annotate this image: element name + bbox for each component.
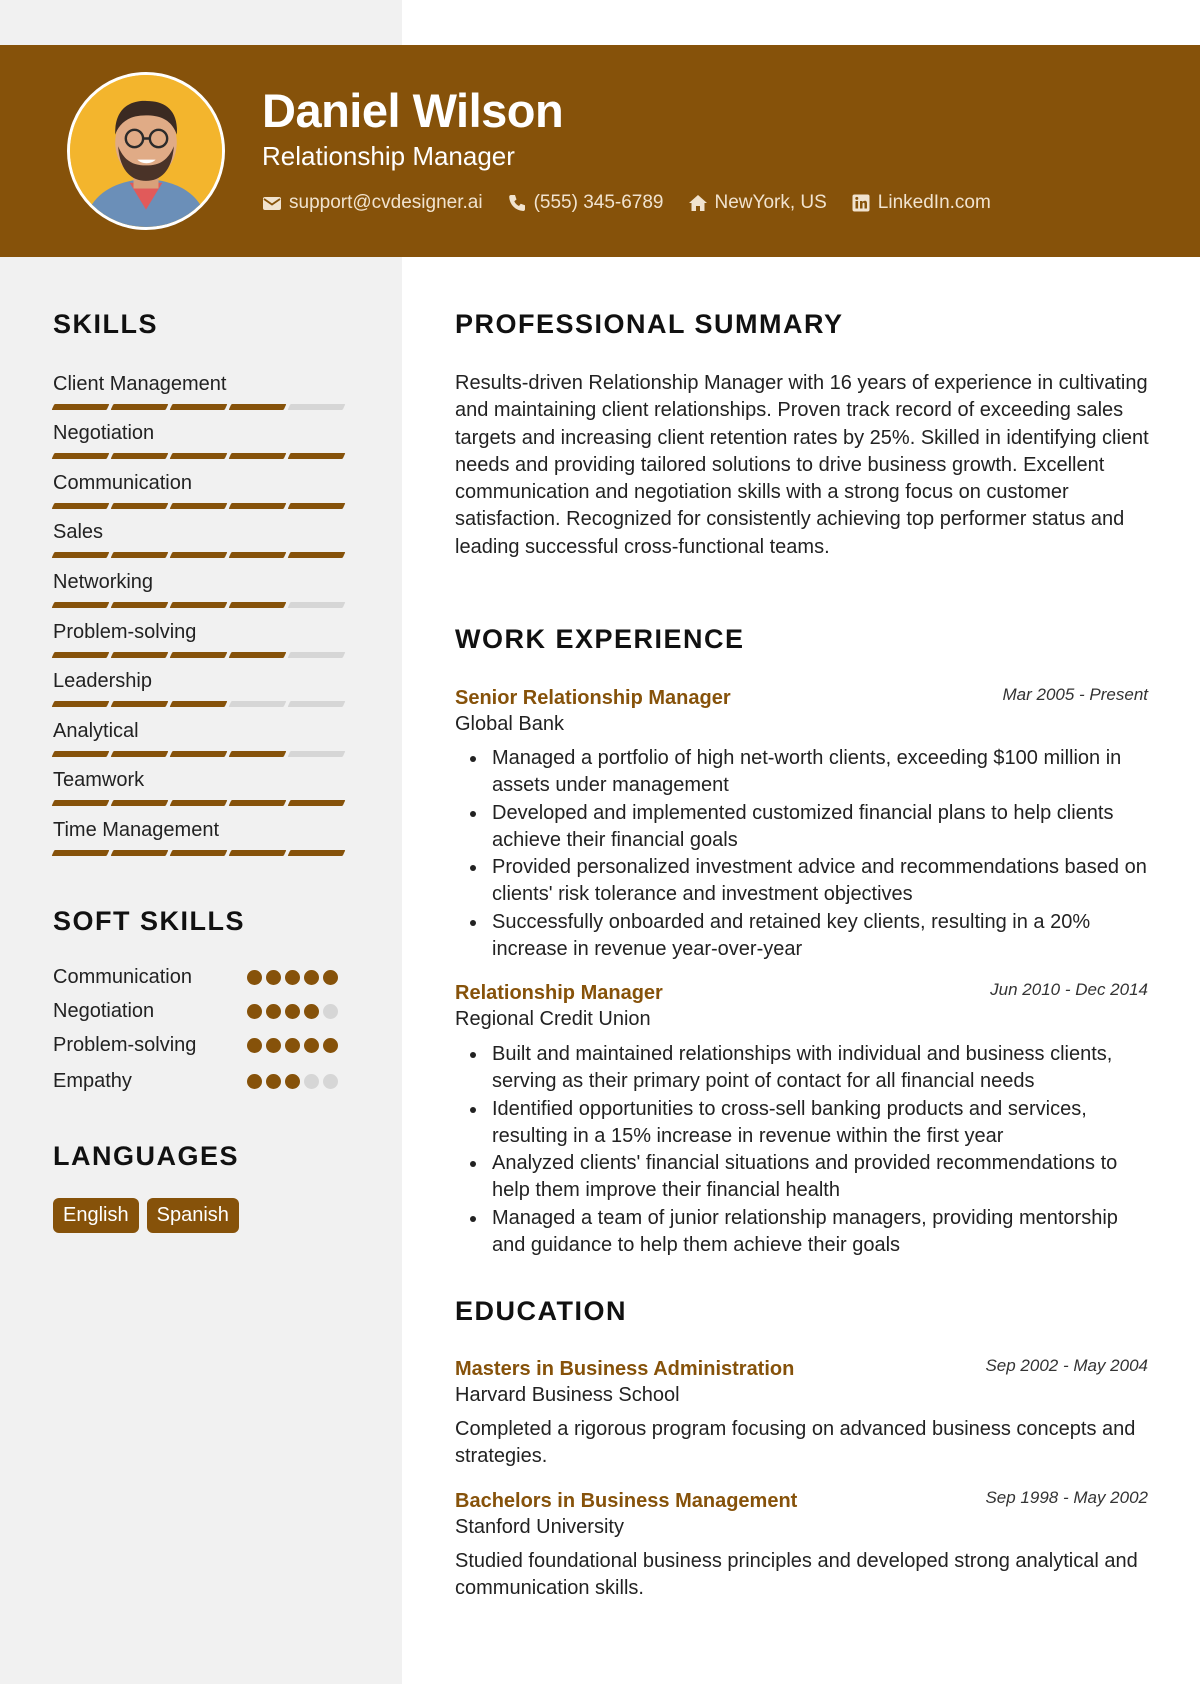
skill-level-bar (53, 602, 353, 608)
job-company: Global Bank (455, 713, 564, 735)
soft-skill-item (53, 1032, 353, 1058)
skill-bar-segment (229, 552, 287, 558)
skill-bar-segment (288, 552, 346, 558)
rating-dot (285, 1038, 300, 1053)
contact-location (688, 192, 827, 214)
rating-dot (247, 970, 262, 985)
skill-bar-segment (111, 552, 169, 558)
skill-bar-segment (170, 652, 228, 658)
rating-dot (285, 1004, 300, 1019)
skill-bar-segment (111, 453, 169, 459)
job-bullet: Managed a team of junior relationship managers, providing mentorship and guidance to help them achieve their goals (455, 1205, 1155, 1260)
skill-level-bar (53, 453, 353, 459)
skill-name: Time Management (53, 819, 219, 841)
contact-email[interactable] (262, 192, 483, 214)
skill-bar-segment (229, 503, 287, 509)
contact-list (262, 192, 1015, 214)
skill-level-bar (53, 701, 353, 707)
skill-bar-segment (288, 701, 346, 707)
skill-bar-segment (229, 602, 287, 608)
skill-bar-segment (52, 800, 110, 806)
skill-name: Leadership (53, 670, 152, 692)
skill-name: Teamwork (53, 769, 145, 791)
job-bullet: Managed a portfolio of high net-worth clients, exceeding $100 million in assets under management (455, 745, 1155, 800)
job-bullet: Identified opportunities to cross-sell banking products and services, resulting in a 15% increase in revenue within the first year (455, 1096, 1155, 1151)
education-dates: Sep 1998 - May 2002 (985, 1488, 1148, 1507)
school-name: Stanford University (455, 1516, 624, 1538)
contact-location-text: NewYork, US (714, 192, 827, 213)
home-icon (688, 193, 708, 213)
envelope-icon (262, 193, 282, 213)
skill-bar-segment (170, 850, 228, 856)
skill-bar-segment (111, 850, 169, 856)
job-company: Regional Credit Union (455, 1008, 651, 1030)
skill-bar-segment (111, 652, 169, 658)
skill-bar-segment (170, 751, 228, 757)
degree-title: Masters in Business Administration (455, 1358, 795, 1380)
skill-bar-segment (229, 751, 287, 757)
skill-bar-segment (52, 602, 110, 608)
contact-linkedin-text: LinkedIn.com (877, 192, 991, 213)
profile-photo (70, 75, 222, 227)
job-bullets (455, 1041, 1155, 1259)
skill-bar-segment (52, 751, 110, 757)
skill-bar-segment (229, 453, 287, 459)
language-badge: English (53, 1198, 139, 1233)
soft-skill-name: Negotiation (53, 999, 155, 1022)
skill-name: Sales (53, 521, 104, 543)
skill-bar-segment (170, 404, 228, 410)
job-bullet: Analyzed clients' financial situations and provided recommendations to help them improve their financial health (455, 1150, 1155, 1205)
skill-bar-segment (111, 602, 169, 608)
soft-skill-rating (247, 1038, 342, 1053)
contact-email-text: support@cvdesigner.ai (289, 192, 483, 213)
skill-level-bar (53, 503, 353, 509)
rating-dot (247, 1074, 262, 1089)
rating-dot (304, 1038, 319, 1053)
job-bullets (455, 745, 1155, 963)
skill-level-bar (53, 850, 353, 856)
skill-bar-segment (111, 751, 169, 757)
skill-item (53, 718, 353, 757)
resume-header (0, 45, 1200, 257)
skill-name: Problem-solving (53, 621, 197, 643)
skill-bar-segment (52, 453, 110, 459)
rating-dot (285, 1074, 300, 1089)
rating-dot (247, 1004, 262, 1019)
skill-bar-segment (52, 652, 110, 658)
candidate-name: Daniel Wilson (262, 84, 564, 137)
skill-bar-segment (229, 850, 287, 856)
skill-item (53, 817, 353, 856)
skill-item (53, 619, 353, 658)
skill-bar-segment (170, 552, 228, 558)
soft-skill-rating (247, 970, 342, 985)
summary-text: Results-driven Relationship Manager with 16 years of experience in cultivating and maintaining client relationships. Proven track record of exceeding sales targets and increasing client retention rates by 25%. Skilled in identifying client needs and providing tailored solutions to drive business growth. Excellent communication and negotiation skills with a strong focus on customer satisfaction. Recognized for consistently achieving top performer status and leading successful cross-functional teams. (455, 372, 1149, 558)
skill-bar-segment (229, 701, 287, 707)
rating-dot (266, 1074, 281, 1089)
linkedin-icon (851, 193, 871, 213)
job-title: Relationship Manager (455, 982, 663, 1004)
rating-dot (323, 970, 338, 985)
phone-icon (507, 193, 527, 213)
skill-bar-segment (170, 503, 228, 509)
summary-heading: PROFESSIONAL SUMMARY (455, 309, 844, 339)
job-bullet: Successfully onboarded and retained key clients, resulting in a 20% increase in revenue year-over-year (455, 909, 1155, 964)
soft-skills-heading: SOFT SKILLS (53, 906, 245, 936)
skill-bar-segment (52, 701, 110, 707)
skill-level-bar (53, 404, 353, 410)
rating-dot (266, 970, 281, 985)
job-dates: Mar 2005 - Present (1002, 685, 1148, 704)
education-dates: Sep 2002 - May 2004 (985, 1356, 1148, 1375)
rating-dot (247, 1038, 262, 1053)
rating-dot (323, 1074, 338, 1089)
skill-bar-segment (52, 552, 110, 558)
avatar (67, 72, 225, 230)
job-bullet: Built and maintained relationships with individual and business clients, serving as their primary point of contact for all financial needs (455, 1041, 1155, 1096)
skill-level-bar (53, 552, 353, 558)
skill-bar-segment (229, 800, 287, 806)
soft-skill-item (53, 1068, 353, 1094)
skill-name: Networking (53, 571, 154, 593)
skill-bar-segment (111, 404, 169, 410)
soft-skill-rating (247, 1004, 342, 1019)
skill-name: Analytical (53, 720, 139, 742)
skill-item (53, 371, 353, 410)
skill-bar-segment (52, 850, 110, 856)
job-bullet: Developed and implemented customized financial plans to help clients achieve their financial goals (455, 800, 1155, 855)
rating-dot (285, 970, 300, 985)
soft-skill-name: Empathy (53, 1069, 132, 1092)
skill-bar-segment (288, 503, 346, 509)
school-name: Harvard Business School (455, 1384, 680, 1406)
skill-bar-segment (288, 800, 346, 806)
skills-heading: SKILLS (53, 309, 159, 339)
job-bullet: Provided personalized investment advice and recommendations based on clients' risk tolerance and investment objectives (455, 854, 1155, 909)
rating-dot (304, 970, 319, 985)
skill-bar-segment (288, 602, 346, 608)
skill-bar-segment (288, 453, 346, 459)
experience-heading: WORK EXPERIENCE (455, 624, 745, 654)
skill-name: Communication (53, 472, 192, 494)
skill-level-bar (53, 652, 353, 658)
skill-level-bar (53, 751, 353, 757)
language-list (53, 1198, 247, 1233)
job-dates: Jun 2010 - Dec 2014 (990, 980, 1148, 999)
skill-bar-segment (170, 800, 228, 806)
candidate-title: Relationship Manager (262, 141, 515, 171)
education-heading: EDUCATION (455, 1296, 627, 1326)
skill-bar-segment (229, 404, 287, 410)
education-description: Completed a rigorous program focusing on advanced business concepts and strategies. (455, 1418, 1136, 1468)
skill-bar-segment (111, 503, 169, 509)
skill-bar-segment (52, 503, 110, 509)
language-badge: Spanish (147, 1198, 239, 1233)
skill-bar-segment (288, 751, 346, 757)
soft-skill-name: Communication (53, 965, 192, 988)
contact-phone[interactable] (507, 192, 664, 214)
skill-bar-segment (288, 652, 346, 658)
soft-skill-item (53, 998, 353, 1024)
degree-title: Bachelors in Business Management (455, 1490, 798, 1512)
skill-bar-segment (111, 701, 169, 707)
rating-dot (323, 1038, 338, 1053)
contact-linkedin[interactable] (851, 192, 991, 214)
skill-item (53, 519, 353, 558)
rating-dot (304, 1074, 319, 1089)
skill-item (53, 668, 353, 707)
rating-dot (304, 1004, 319, 1019)
skill-item (53, 420, 353, 459)
skill-bar-segment (288, 404, 346, 410)
skill-bar-segment (170, 453, 228, 459)
skill-bar-segment (170, 602, 228, 608)
job-title: Senior Relationship Manager (455, 687, 731, 709)
soft-skill-name: Problem-solving (53, 1033, 197, 1056)
skill-item (53, 569, 353, 608)
skill-item (53, 767, 353, 806)
soft-skill-item (53, 964, 353, 990)
rating-dot (266, 1004, 281, 1019)
languages-heading: LANGUAGES (53, 1141, 240, 1171)
rating-dot (323, 1004, 338, 1019)
skill-level-bar (53, 800, 353, 806)
skill-bar-segment (111, 800, 169, 806)
skill-name: Negotiation (53, 422, 155, 444)
skill-bar-segment (229, 652, 287, 658)
skill-bar-segment (288, 850, 346, 856)
skill-bar-segment (52, 404, 110, 410)
skill-bar-segment (170, 701, 228, 707)
rating-dot (266, 1038, 281, 1053)
education-description: Studied foundational business principles and developed strong analytical and communication skills. (455, 1550, 1138, 1600)
contact-phone-text: (555) 345-6789 (533, 192, 664, 213)
skill-name: Client Management (53, 373, 227, 395)
skill-item (53, 470, 353, 509)
soft-skill-rating (247, 1074, 342, 1089)
